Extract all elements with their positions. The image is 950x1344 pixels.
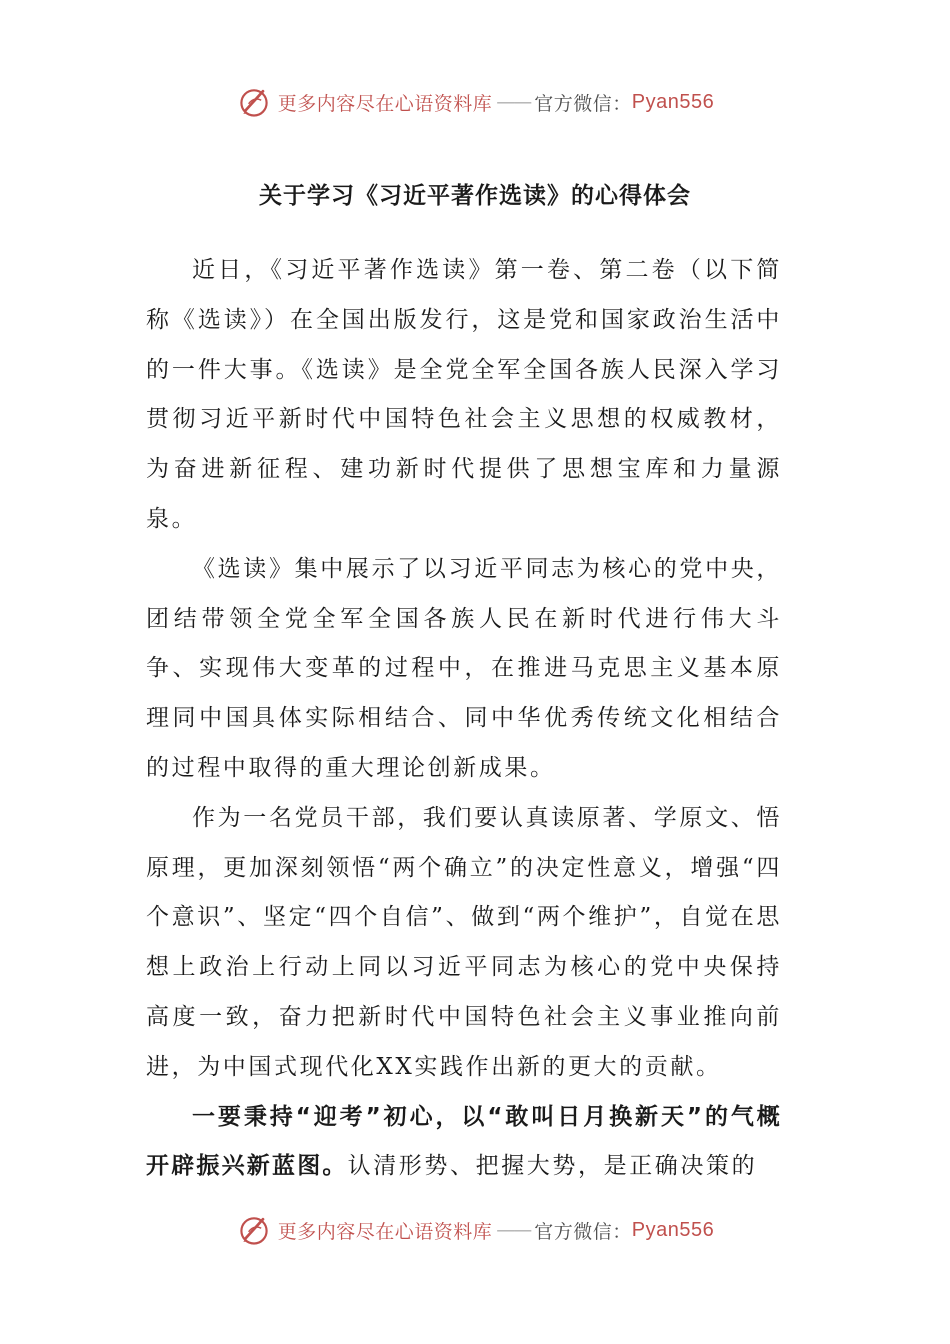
banner-wechat-label: 官方微信：	[534, 1220, 632, 1243]
banner-brand-text: 更多内容尽在心语资料库	[277, 1220, 493, 1243]
paragraph-4-text: 认清形势、把握大势，是正确决策的	[347, 1153, 758, 1180]
document-body	[146, 246, 782, 1192]
banner-wechat-label: 官方微信：	[534, 92, 632, 115]
body-paragraph-1: 近日，《习近平著作选读》第一卷、第二卷（以下简称《选读》）在全国出版发行，这是党和国家政治生活中的一件大事。《选读》是全党全军全国各族人民深入学习贯彻习近平新时代中国特色社会主义思想的权威教材，为奋进新征程、建功新时代提供了思想宝库和力量源泉。	[146, 257, 782, 532]
document-title: 关于学习《习近平著作选读》的心得体会	[259, 183, 691, 209]
footer-watermark-banner	[0, 1208, 950, 1252]
body-paragraph-4	[146, 1093, 782, 1193]
pen-logo-icon	[236, 84, 272, 120]
banner-wechat-id: Pyan556	[631, 90, 715, 113]
banner-dash: ——	[496, 1219, 531, 1241]
pen-logo-icon	[236, 1212, 272, 1248]
body-paragraph-3: 作为一名党员干部，我们要认真读原著、学原文、悟原理，更加深刻领悟“两个确立”的决定性意义，增强“四个意识”、坚定“四个自信”、做到“两个维护”，自觉在思想上政治上行动上同以习近平同志为核心的党中央保持高度一致，奋力把新时代中国特色社会主义事业推向前进，为中国式现代化XX实践作出新的更大的贡献。	[146, 804, 782, 1080]
banner-brand-text: 更多内容尽在心语资料库	[277, 92, 493, 115]
banner-wechat-id: Pyan556	[631, 1218, 715, 1241]
header-watermark-banner	[0, 80, 950, 124]
body-paragraph-2: 《选读》集中展示了以习近平同志为核心的党中央，团结带领全党全军全国各族人民在新时代进行伟大斗争、实现伟大变革的过程中，在推进马克思主义基本原理同中国具体实际相结合、同中华优秀传统文化相结合的过程中取得的重大理论创新成果。	[146, 555, 782, 781]
banner-dash: ——	[496, 91, 531, 113]
paragraph-4-bold-lead: 一要秉持“迎考”初心，以“敢叫日月换新天”的气概开辟振兴新蓝图。	[146, 1103, 782, 1180]
